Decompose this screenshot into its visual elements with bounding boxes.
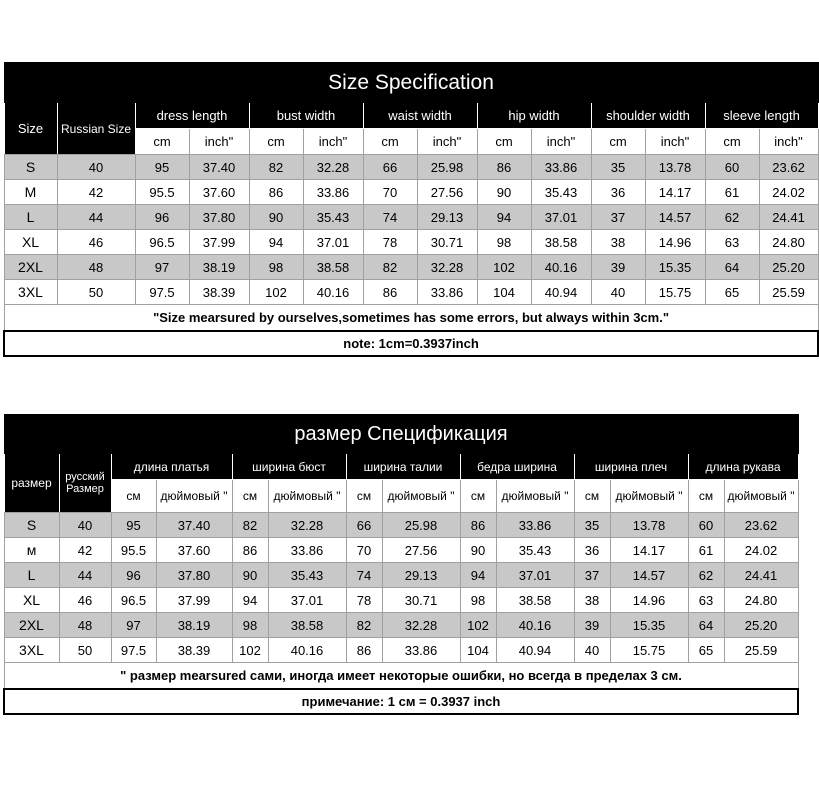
table-cell: 96.5 bbox=[135, 230, 189, 255]
table-cell: 44 bbox=[57, 205, 135, 230]
table-cell: 96 bbox=[135, 205, 189, 230]
header-bust-width: bust width bbox=[249, 103, 363, 129]
unit-cell: дюймовый " bbox=[496, 480, 574, 513]
table-row bbox=[4, 588, 798, 613]
table-cell: 66 bbox=[346, 513, 382, 538]
table-row bbox=[4, 180, 818, 205]
header-russian-size: русский Размер bbox=[59, 454, 111, 513]
table-cell: 35.43 bbox=[268, 563, 346, 588]
table-cell: 40.16 bbox=[496, 613, 574, 638]
header-bust-width: ширина бюст bbox=[232, 454, 346, 480]
table-cell: 37.80 bbox=[156, 563, 232, 588]
header-shoulder-width: ширина плеч bbox=[574, 454, 688, 480]
table-cell: 14.17 bbox=[645, 180, 705, 205]
table-cell: 39 bbox=[574, 613, 610, 638]
table-title: размер Спецификация bbox=[4, 415, 798, 454]
table-cell: 65 bbox=[705, 280, 759, 305]
table-cell: 86 bbox=[477, 155, 531, 180]
table-cell: 37.01 bbox=[496, 563, 574, 588]
table-body-en bbox=[4, 155, 818, 305]
table-cell: 40.16 bbox=[268, 638, 346, 663]
table-cell: 35 bbox=[591, 155, 645, 180]
table-cell: 24.41 bbox=[724, 563, 798, 588]
table-cell: 40 bbox=[57, 155, 135, 180]
table-cell: 74 bbox=[363, 205, 417, 230]
size-label-cell: L bbox=[4, 563, 59, 588]
unit-cell: см bbox=[574, 480, 610, 513]
unit-cell: inch" bbox=[417, 129, 477, 155]
table-cell: 102 bbox=[460, 613, 496, 638]
header-hip-width: hip width bbox=[477, 103, 591, 129]
table-row bbox=[4, 513, 798, 538]
table-cell: 37 bbox=[574, 563, 610, 588]
table-cell: 37.01 bbox=[268, 588, 346, 613]
table-cell: 98 bbox=[232, 613, 268, 638]
header-size: размер bbox=[4, 454, 59, 513]
unit-cell: см bbox=[346, 480, 382, 513]
table-cell: 15.35 bbox=[645, 255, 705, 280]
size-spec-table-en bbox=[3, 62, 805, 357]
header-sleeve-length: sleeve length bbox=[705, 103, 818, 129]
table-cell: 102 bbox=[232, 638, 268, 663]
table-cell: 38.39 bbox=[189, 280, 249, 305]
table-cell: 38 bbox=[574, 588, 610, 613]
table-cell: 27.56 bbox=[382, 538, 460, 563]
unit-cell: дюймовый " bbox=[382, 480, 460, 513]
table-cell: 40 bbox=[574, 638, 610, 663]
table-row bbox=[4, 155, 818, 180]
measurement-note: " размер mearsured сами, иногда имеет некоторые ошибки, но всегда в пределах 3 см. bbox=[4, 663, 798, 690]
table-cell: 48 bbox=[59, 613, 111, 638]
unit-cell: дюймовый " bbox=[724, 480, 798, 513]
table-cell: 40.16 bbox=[303, 280, 363, 305]
table-row bbox=[4, 638, 798, 663]
header-shoulder-width: shoulder width bbox=[591, 103, 705, 129]
unit-cell: см bbox=[688, 480, 724, 513]
table-cell: 60 bbox=[688, 513, 724, 538]
table-cell: 86 bbox=[232, 538, 268, 563]
table-cell: 97.5 bbox=[111, 638, 156, 663]
table-cell: 14.57 bbox=[610, 563, 688, 588]
table-cell: 37.60 bbox=[156, 538, 232, 563]
table-cell: 86 bbox=[460, 513, 496, 538]
table-cell: 32.28 bbox=[268, 513, 346, 538]
table-cell: 14.96 bbox=[645, 230, 705, 255]
conversion-note: note: 1cm=0.3937inch bbox=[4, 331, 818, 356]
table-cell: 40.16 bbox=[531, 255, 591, 280]
table-cell: 30.71 bbox=[382, 588, 460, 613]
table-cell: 86 bbox=[363, 280, 417, 305]
size-table-ru bbox=[3, 414, 799, 715]
table-cell: 37.40 bbox=[156, 513, 232, 538]
unit-cell: inch" bbox=[303, 129, 363, 155]
table-cell: 90 bbox=[249, 205, 303, 230]
table-cell: 82 bbox=[232, 513, 268, 538]
size-table-en bbox=[3, 62, 819, 357]
table-cell: 38.58 bbox=[496, 588, 574, 613]
table-cell: 33.86 bbox=[303, 180, 363, 205]
unit-cell: inch" bbox=[189, 129, 249, 155]
size-label-cell: XL bbox=[4, 230, 57, 255]
table-cell: 44 bbox=[59, 563, 111, 588]
table-cell: 23.62 bbox=[759, 155, 818, 180]
table-cell: 38.39 bbox=[156, 638, 232, 663]
unit-cell: cm bbox=[591, 129, 645, 155]
table-cell: 13.78 bbox=[610, 513, 688, 538]
table-cell: 40.94 bbox=[496, 638, 574, 663]
header-russian-size: Russian Size bbox=[57, 103, 135, 155]
unit-cell: inch" bbox=[759, 129, 818, 155]
table-cell: 82 bbox=[249, 155, 303, 180]
table-cell: 14.96 bbox=[610, 588, 688, 613]
table-cell: 33.86 bbox=[417, 280, 477, 305]
table-cell: 27.56 bbox=[417, 180, 477, 205]
table-cell: 94 bbox=[249, 230, 303, 255]
header-waist-width: ширина талии bbox=[346, 454, 460, 480]
table-cell: 64 bbox=[705, 255, 759, 280]
size-label-cell: 2XL bbox=[4, 613, 59, 638]
size-label-cell: 3XL bbox=[4, 638, 59, 663]
table-cell: 38.19 bbox=[156, 613, 232, 638]
table-cell: 50 bbox=[57, 280, 135, 305]
table-cell: 32.28 bbox=[382, 613, 460, 638]
table-cell: 102 bbox=[249, 280, 303, 305]
table-cell: 33.86 bbox=[382, 638, 460, 663]
table-cell: 38.58 bbox=[303, 255, 363, 280]
table-row bbox=[4, 280, 818, 305]
table-cell: 38.58 bbox=[531, 230, 591, 255]
table-cell: 94 bbox=[232, 588, 268, 613]
unit-cell: см bbox=[460, 480, 496, 513]
table-cell: 37.01 bbox=[303, 230, 363, 255]
table-cell: 36 bbox=[574, 538, 610, 563]
size-label-cell: L bbox=[4, 205, 57, 230]
table-row bbox=[4, 205, 818, 230]
table-cell: 61 bbox=[688, 538, 724, 563]
size-label-cell: S bbox=[4, 155, 57, 180]
table-cell: 86 bbox=[249, 180, 303, 205]
conversion-note: примечание: 1 см = 0.3937 inch bbox=[4, 689, 798, 714]
table-cell: 37.40 bbox=[189, 155, 249, 180]
size-label-cell: 3XL bbox=[4, 280, 57, 305]
table-cell: 46 bbox=[59, 588, 111, 613]
table-cell: 38 bbox=[591, 230, 645, 255]
header-dress-length: длина платья bbox=[111, 454, 232, 480]
table-title: Size Specification bbox=[4, 63, 818, 103]
table-cell: 95.5 bbox=[111, 538, 156, 563]
table-row bbox=[4, 563, 798, 588]
table-cell: 96 bbox=[111, 563, 156, 588]
unit-cell: cm bbox=[477, 129, 531, 155]
table-cell: 48 bbox=[57, 255, 135, 280]
table-cell: 30.71 bbox=[417, 230, 477, 255]
table-cell: 37 bbox=[591, 205, 645, 230]
table-cell: 63 bbox=[688, 588, 724, 613]
table-cell: 90 bbox=[460, 538, 496, 563]
header-waist-width: waist width bbox=[363, 103, 477, 129]
table-cell: 95 bbox=[135, 155, 189, 180]
table-cell: 37.80 bbox=[189, 205, 249, 230]
table-cell: 13.78 bbox=[645, 155, 705, 180]
unit-cell: см bbox=[111, 480, 156, 513]
table-cell: 104 bbox=[477, 280, 531, 305]
table-cell: 74 bbox=[346, 563, 382, 588]
table-cell: 33.86 bbox=[531, 155, 591, 180]
table-cell: 96.5 bbox=[111, 588, 156, 613]
unit-cell: дюймовый " bbox=[268, 480, 346, 513]
header-dress-length: dress length bbox=[135, 103, 249, 129]
table-cell: 70 bbox=[346, 538, 382, 563]
table-cell: 15.35 bbox=[610, 613, 688, 638]
table-cell: 95 bbox=[111, 513, 156, 538]
table-cell: 25.59 bbox=[759, 280, 818, 305]
table-cell: 98 bbox=[460, 588, 496, 613]
header-hip-width: бедра ширина bbox=[460, 454, 574, 480]
table-cell: 61 bbox=[705, 180, 759, 205]
table-cell: 78 bbox=[346, 588, 382, 613]
table-cell: 90 bbox=[477, 180, 531, 205]
size-spec-table-ru bbox=[3, 414, 797, 715]
header-size: Size bbox=[4, 103, 57, 155]
table-cell: 23.62 bbox=[724, 513, 798, 538]
table-cell: 24.80 bbox=[724, 588, 798, 613]
table-cell: 62 bbox=[705, 205, 759, 230]
table-cell: 25.98 bbox=[417, 155, 477, 180]
table-row bbox=[4, 230, 818, 255]
table-cell: 32.28 bbox=[303, 155, 363, 180]
table-cell: 15.75 bbox=[610, 638, 688, 663]
table-cell: 33.86 bbox=[268, 538, 346, 563]
table-cell: 70 bbox=[363, 180, 417, 205]
table-cell: 102 bbox=[477, 255, 531, 280]
table-cell: 97.5 bbox=[135, 280, 189, 305]
table-cell: 37.99 bbox=[156, 588, 232, 613]
table-cell: 50 bbox=[59, 638, 111, 663]
table-cell: 90 bbox=[232, 563, 268, 588]
size-label-cell: XL bbox=[4, 588, 59, 613]
unit-cell: дюймовый " bbox=[610, 480, 688, 513]
table-cell: 24.41 bbox=[759, 205, 818, 230]
table-cell: 94 bbox=[460, 563, 496, 588]
table-cell: 35.43 bbox=[303, 205, 363, 230]
table-cell: 29.13 bbox=[382, 563, 460, 588]
table-cell: 40.94 bbox=[531, 280, 591, 305]
table-body-ru bbox=[4, 513, 798, 663]
table-cell: 14.17 bbox=[610, 538, 688, 563]
table-cell: 24.02 bbox=[759, 180, 818, 205]
size-label-cell: S bbox=[4, 513, 59, 538]
table-cell: 60 bbox=[705, 155, 759, 180]
table-cell: 24.80 bbox=[759, 230, 818, 255]
unit-cell: inch" bbox=[645, 129, 705, 155]
unit-cell: inch" bbox=[531, 129, 591, 155]
table-cell: 33.86 bbox=[496, 513, 574, 538]
table-row bbox=[4, 613, 798, 638]
table-cell: 37.99 bbox=[189, 230, 249, 255]
table-row bbox=[4, 255, 818, 280]
unit-cell: cm bbox=[705, 129, 759, 155]
table-cell: 25.59 bbox=[724, 638, 798, 663]
table-cell: 40 bbox=[59, 513, 111, 538]
table-cell: 25.20 bbox=[759, 255, 818, 280]
table-row bbox=[4, 538, 798, 563]
table-cell: 25.98 bbox=[382, 513, 460, 538]
size-label-cell: M bbox=[4, 180, 57, 205]
table-cell: 82 bbox=[346, 613, 382, 638]
unit-cell: см bbox=[232, 480, 268, 513]
table-cell: 32.28 bbox=[417, 255, 477, 280]
table-cell: 40 bbox=[591, 280, 645, 305]
table-cell: 37.01 bbox=[531, 205, 591, 230]
unit-cell: cm bbox=[135, 129, 189, 155]
table-cell: 24.02 bbox=[724, 538, 798, 563]
table-cell: 98 bbox=[477, 230, 531, 255]
table-cell: 97 bbox=[111, 613, 156, 638]
table-cell: 39 bbox=[591, 255, 645, 280]
unit-cell: cm bbox=[363, 129, 417, 155]
table-cell: 82 bbox=[363, 255, 417, 280]
table-cell: 65 bbox=[688, 638, 724, 663]
table-cell: 104 bbox=[460, 638, 496, 663]
measurement-note: "Size mearsured by ourselves,sometimes has some errors, but always within 3cm." bbox=[4, 305, 818, 332]
size-label-cell: м bbox=[4, 538, 59, 563]
header-sleeve-length: длина рукава bbox=[688, 454, 798, 480]
table-cell: 14.57 bbox=[645, 205, 705, 230]
table-cell: 63 bbox=[705, 230, 759, 255]
table-cell: 94 bbox=[477, 205, 531, 230]
table-cell: 78 bbox=[363, 230, 417, 255]
table-cell: 42 bbox=[59, 538, 111, 563]
table-cell: 95.5 bbox=[135, 180, 189, 205]
table-cell: 38.58 bbox=[268, 613, 346, 638]
unit-cell: дюймовый " bbox=[156, 480, 232, 513]
table-cell: 35.43 bbox=[531, 180, 591, 205]
table-cell: 86 bbox=[346, 638, 382, 663]
table-cell: 98 bbox=[249, 255, 303, 280]
table-cell: 46 bbox=[57, 230, 135, 255]
table-cell: 64 bbox=[688, 613, 724, 638]
table-cell: 36 bbox=[591, 180, 645, 205]
table-cell: 35 bbox=[574, 513, 610, 538]
unit-cell: cm bbox=[249, 129, 303, 155]
table-cell: 37.60 bbox=[189, 180, 249, 205]
table-cell: 62 bbox=[688, 563, 724, 588]
table-cell: 25.20 bbox=[724, 613, 798, 638]
table-cell: 97 bbox=[135, 255, 189, 280]
table-cell: 35.43 bbox=[496, 538, 574, 563]
table-cell: 15.75 bbox=[645, 280, 705, 305]
size-label-cell: 2XL bbox=[4, 255, 57, 280]
table-cell: 42 bbox=[57, 180, 135, 205]
table-cell: 29.13 bbox=[417, 205, 477, 230]
table-cell: 38.19 bbox=[189, 255, 249, 280]
table-cell: 66 bbox=[363, 155, 417, 180]
